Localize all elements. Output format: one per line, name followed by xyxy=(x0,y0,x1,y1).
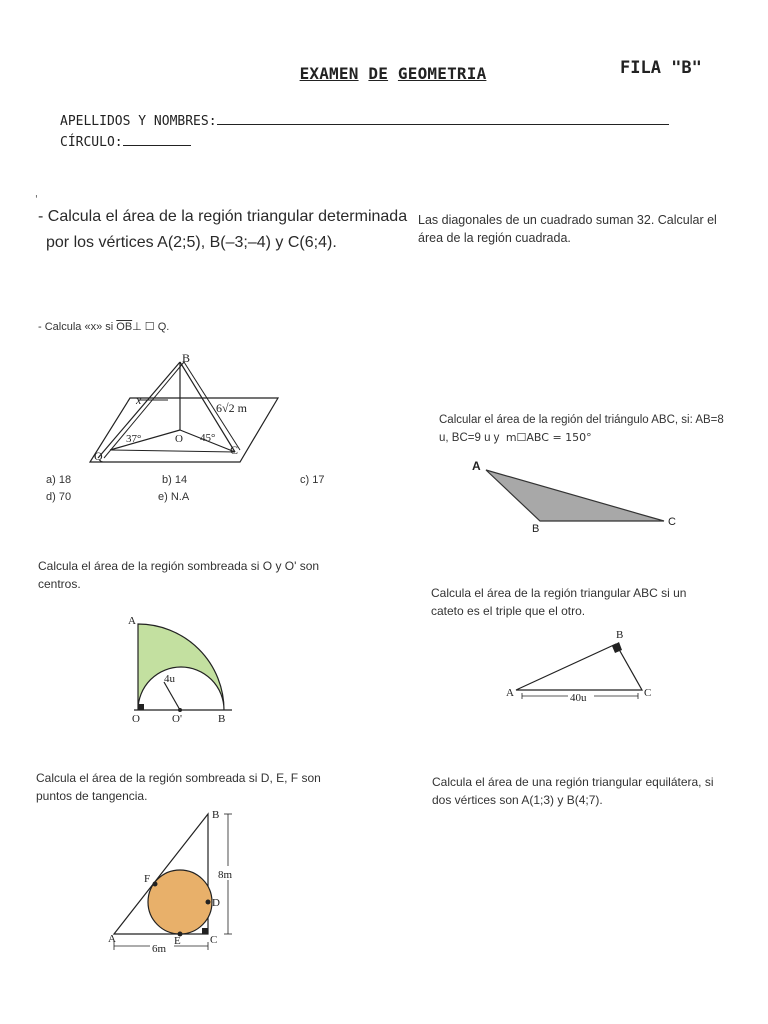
label-height: 8m xyxy=(218,869,233,881)
name-label: APELLIDOS Y NOMBRES: xyxy=(60,114,217,129)
question-6 xyxy=(431,584,686,620)
label-length: 40u xyxy=(570,692,587,704)
question-4-angle: m☐ABC = 150° xyxy=(505,431,592,444)
question-1-line: - Calcula el área de la región triangular determinada xyxy=(38,208,408,225)
question-4-line: Calcular el área de la región del triángulo ABC, si: AB=8 xyxy=(439,414,724,426)
title-word: DE xyxy=(368,64,389,83)
figure-incircle xyxy=(104,806,254,956)
fila-label: FILA "B" xyxy=(620,58,702,78)
title-word: GEOMETRIA xyxy=(397,64,487,83)
label-e: E xyxy=(174,935,181,947)
label-c: C xyxy=(230,443,239,457)
option: a) 18 xyxy=(46,474,72,486)
option: c) 17 xyxy=(300,474,325,486)
question-8-line: Calcula el área de una región triangular equilátera, si xyxy=(432,775,714,789)
stray-mark: ' xyxy=(35,194,38,205)
option: e) N.A xyxy=(158,491,190,503)
label-a: A xyxy=(108,933,116,945)
label-a: A xyxy=(472,459,481,473)
question-5-line: Calcula el área de la región sombreada si O y O' son xyxy=(38,559,320,573)
label-c: C xyxy=(668,516,676,528)
label-o: O xyxy=(132,713,140,725)
label-radius: 4u xyxy=(164,673,175,685)
question-3-prefix: - Calcula «x» si xyxy=(38,321,114,333)
question-4-line: u, BC=9 u y xyxy=(439,432,500,444)
question-6-line: cateto es el triple que el otro. xyxy=(431,604,586,618)
question-8 xyxy=(432,773,714,809)
label-b: B xyxy=(212,809,220,821)
figure-triangle-abc xyxy=(468,456,688,532)
label-d: D xyxy=(212,897,220,909)
label-f: F xyxy=(144,873,151,885)
label-c: C xyxy=(644,687,652,699)
question-3-segment: $\overline{OB}$ xyxy=(116,321,133,333)
question-1 xyxy=(38,204,407,256)
question-2 xyxy=(418,211,717,247)
label-b: B xyxy=(616,629,624,641)
label-a: A xyxy=(128,615,136,627)
question-6-line: Calcula el área de la región triangular ABC si un xyxy=(431,586,687,600)
label-b: B xyxy=(182,351,191,365)
question-7-line: puntos de tangencia. xyxy=(36,789,148,803)
label-x: x xyxy=(136,393,142,407)
figure-right-triangle xyxy=(504,624,664,710)
question-7 xyxy=(36,769,321,805)
circle-row xyxy=(60,134,191,150)
label-base: 6m xyxy=(152,943,167,955)
question-5 xyxy=(38,557,319,593)
question-7-line: Calcula el área de la región sombreada si D, E, F son xyxy=(36,771,321,785)
circle-field[interactable] xyxy=(123,134,191,146)
question-2-line: Las diagonales de un cuadrado suman 32. Calcular el xyxy=(418,213,717,227)
label-a: A xyxy=(506,687,514,699)
figure-shaded-arc xyxy=(120,610,240,725)
label-o-prime: O' xyxy=(172,713,182,725)
question-3 xyxy=(38,318,169,336)
label-angle-37: 37° xyxy=(126,433,142,445)
question-5-line: centros. xyxy=(38,577,81,591)
question-3-suffix: ⊥ ☐ Q. xyxy=(132,321,170,333)
label-q: Q xyxy=(94,449,103,463)
label-c: C xyxy=(210,934,218,946)
question-2-line: área de la región cuadrada. xyxy=(418,231,571,245)
circle-label: CÍRCULO: xyxy=(60,135,123,150)
label-angle-45: 45° xyxy=(200,432,216,444)
name-field[interactable] xyxy=(217,113,669,125)
figure-plane-triangle xyxy=(80,350,290,468)
question-4 xyxy=(439,411,724,447)
option: d) 70 xyxy=(46,491,72,503)
label-b: B xyxy=(218,713,226,725)
option: b) 14 xyxy=(162,474,188,486)
label-length: 6√2 m xyxy=(216,401,247,415)
label-o: O xyxy=(175,433,183,445)
question-8-line: dos vértices son A(1;3) y B(4;7). xyxy=(432,793,603,807)
label-b: B xyxy=(532,523,540,532)
name-row xyxy=(60,113,669,129)
question-1-line: por los vértices A(2;5), B(–3;–4) y C(6;4). xyxy=(46,234,337,251)
title-word: EXAMEN xyxy=(299,64,359,83)
